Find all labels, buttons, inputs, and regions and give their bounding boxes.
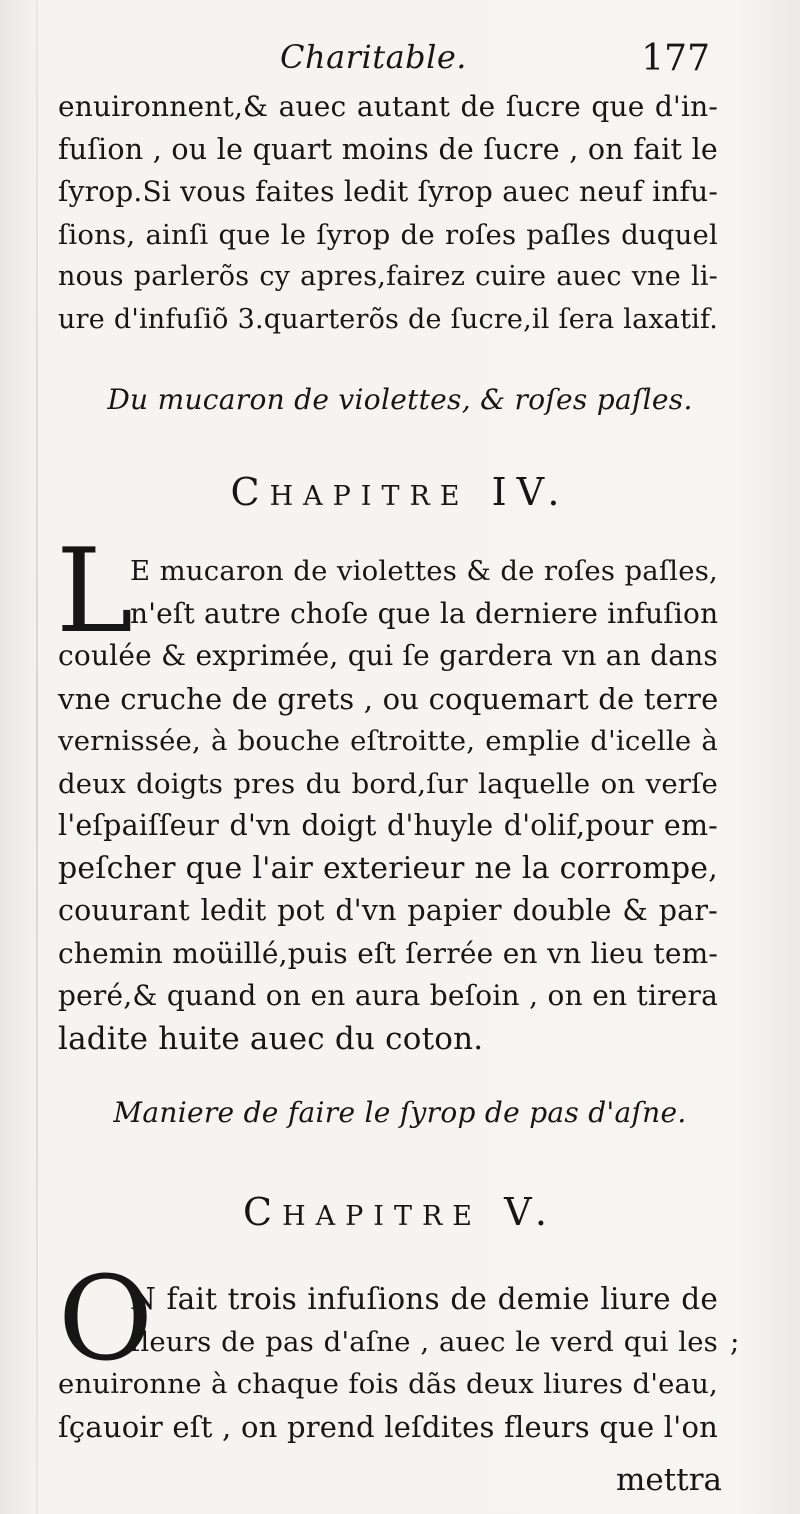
text-line: enuironne à chaque fois dãs deux liures d'eau, [58, 1368, 718, 1400]
catchword: mettra [616, 1462, 722, 1498]
section-title-mucaron: Du mucaron de violettes, & roſes paſles. [107, 383, 693, 416]
page-header [58, 38, 718, 90]
text-line: couurant ledit pot d'vn papier double & par- [58, 894, 718, 927]
text-line: peſcher que l'air exterieur ne la corrompe, [58, 850, 718, 886]
text-line: peré,& quand on en aura beſoin , on en tirera [58, 979, 718, 1012]
text-line: l'eſpaiſſeur d'vn doigt d'huyle d'olif,pour em- [58, 809, 718, 842]
running-head: Charitable. [280, 38, 467, 76]
text-line: vne cruche de grets , ou coquemart de terre [58, 681, 719, 716]
margin-mark: ; [730, 1325, 740, 1358]
text-line: deux doigts pres du bord,ſur laquelle on verſe [58, 767, 718, 800]
text-line: enuironnent,& auec autant de ſucre que d'in- [58, 90, 718, 123]
chapter-heading-v: Chapitre V. [243, 1190, 557, 1234]
drop-cap-l: L [56, 524, 134, 659]
text-line: E mucaron de violettes & de roſes paſles, [130, 555, 718, 587]
chapter-heading-iv: Chapitre IV. [230, 470, 570, 514]
text-line: ſçauoir eſt , on prend leſdites fleurs que l'on [58, 1409, 718, 1444]
text-line: ladite huite auec du coton. [58, 1020, 484, 1057]
text-line: vernissée, à bouche eſtroitte, emplie d'icelle à [58, 725, 718, 757]
paragraph-continuation [58, 86, 718, 341]
drop-cap-o: O [58, 1252, 154, 1387]
text-line: n'eſt autre choſe que la derniere infuſion [130, 596, 719, 630]
chapter-iv-text [58, 550, 718, 1060]
gutter-shadow [36, 0, 38, 1514]
text-line: coulée & exprimée, qui ſe gardera vn an dans [58, 639, 718, 672]
page-number: 177 [641, 38, 710, 79]
text-line: ſions, ainſi que le ſyrop de roſes paſles duquel [58, 218, 718, 251]
text-line: fleurs de pas d'aſne , auec le verd qui les [130, 1325, 718, 1358]
text-line: fuſion , ou le quart moins de ſucre , on fait le [58, 132, 718, 166]
text-line: ſyrop.Si vous faites ledit ſyrop auec neuf infu- [58, 175, 718, 208]
chapter-v-text [58, 1278, 718, 1448]
text-line: nous parlerõs cy apres,fairez cuire auec vne li- [58, 261, 718, 292]
section-title-pas-dasne: Maniere de faire le ſyrop de pas d'aſne. [113, 1096, 687, 1129]
text-line: N fait trois infuſions de demie liure de [130, 1282, 718, 1316]
text-line: ure d'infuſiõ 3.quarterõs de ſucre,il ſera laxatif. [58, 303, 718, 335]
text-line: chemin moüillé,puis eſt ſerrée en vn lieu tem- [58, 936, 718, 970]
